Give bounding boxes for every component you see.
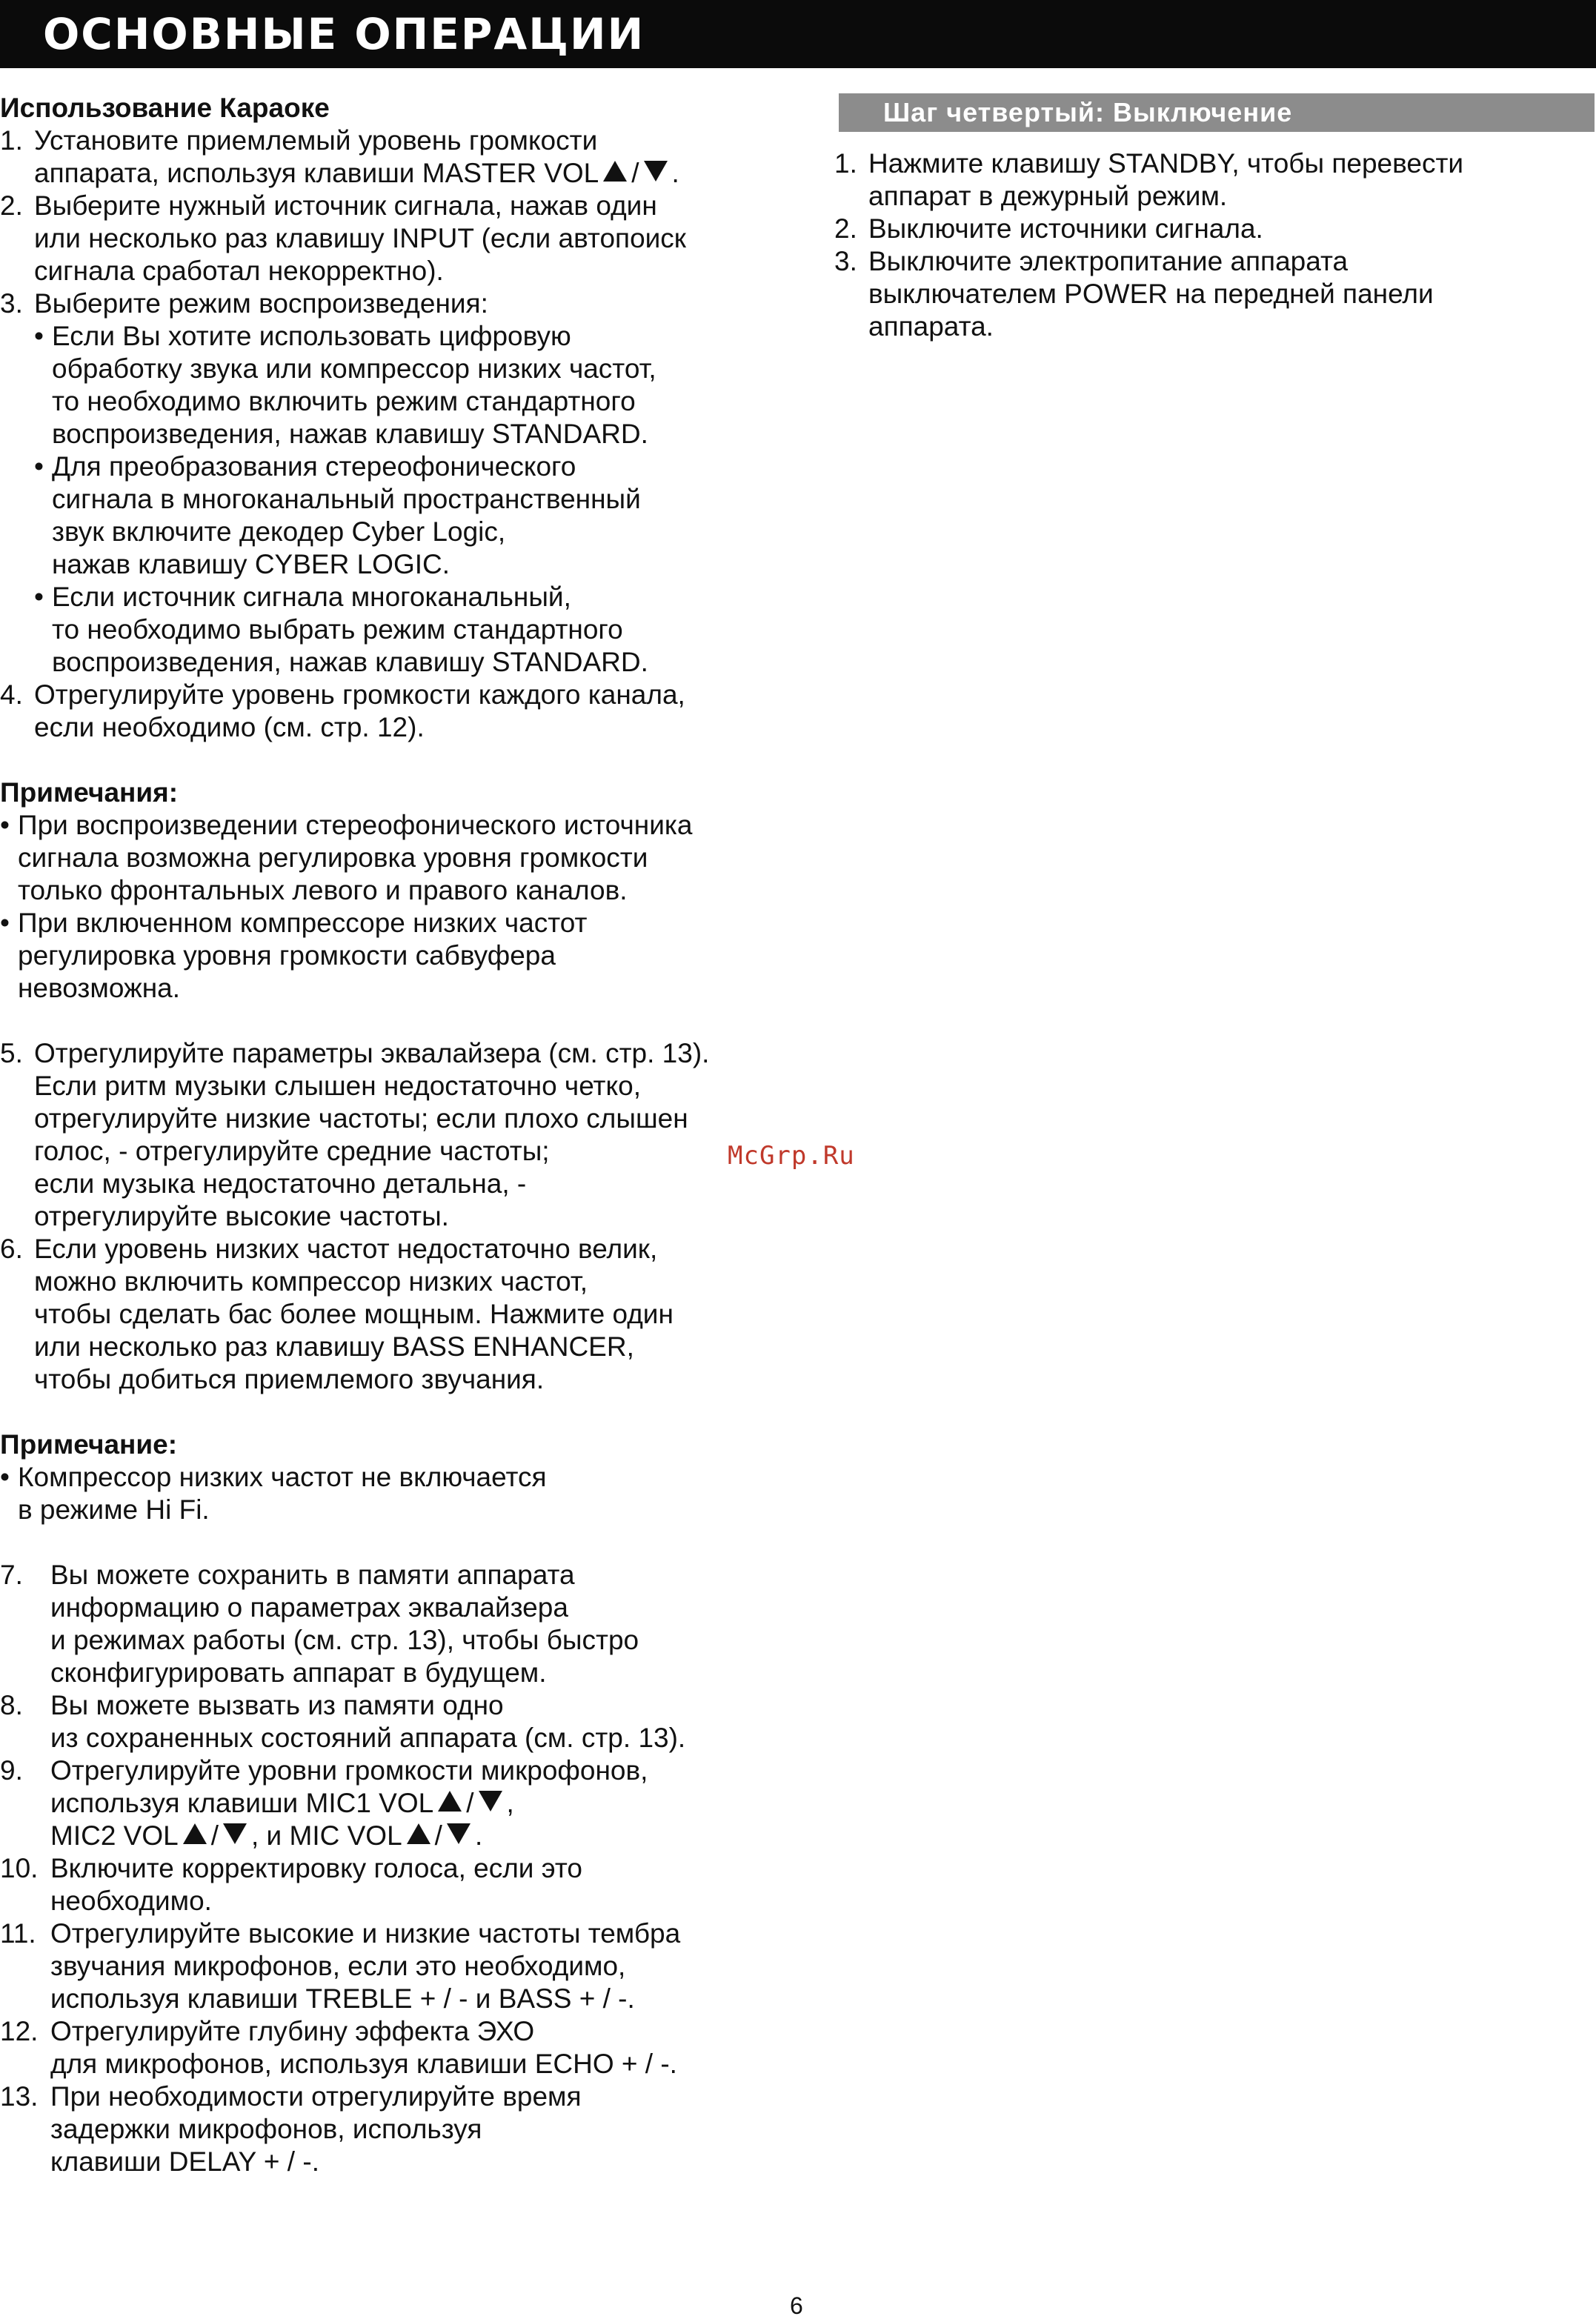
step-line: чтобы сделать бас более мощным. Нажмите один [34,1299,674,1329]
step-line: отрегулируйте высокие частоты. [34,1201,449,1231]
note-line: регулировка уровня громкости сабвуфера [18,940,556,971]
step-number: 9. [0,1755,23,1786]
triangle-down-icon [223,1823,247,1844]
step-number: 10. [0,1853,39,1883]
note-line: только фронтальных левого и правого каналов. [18,875,628,905]
step-12 [0,2015,815,2080]
step-text: . [474,1820,483,1851]
note-item [0,907,815,1005]
step-number: 2. [0,190,23,221]
bullet: • [0,908,10,938]
karaoke-step-3 [0,287,815,320]
step-number: 2. [834,213,857,244]
mode-line: воспроизведения, нажав клавишу STANDARD. [52,647,648,677]
triangle-up-icon [407,1823,430,1844]
step-text: , и MIC VOL [251,1820,402,1851]
step-line: и режимах работы (см. стр. 13), чтобы быстро [50,1625,639,1655]
bullet: • [34,582,44,612]
step-13 [0,2080,815,2178]
step-line: При необходимости отрегулируйте время [50,2081,582,2112]
page-number: 6 [790,2292,803,2319]
step-line: голос, - отрегулируйте средние частоты; [34,1136,550,1166]
step-number: 5. [0,1038,23,1068]
step-line: Выключите источники сигнала. [868,213,1263,244]
bullet: • [0,1462,10,1492]
shutdown-step-2 [834,213,1596,245]
step-line: или несколько раз клавишу BASS ENHANCER, [34,1331,634,1362]
step-line [50,1820,815,1852]
triangle-up-icon [603,161,627,182]
step-line: Выберите нужный источник сигнала, нажав один [34,190,657,221]
step-line: сигнала сработал некорректно). [34,256,444,286]
step-7 [0,1559,815,1689]
note-line: При включенном компрессоре низких частот [18,908,588,938]
notes-heading: Примечания: [0,777,179,808]
mode-line: нажав клавишу CYBER LOGIC. [52,549,450,579]
step-line: если необходимо (см. стр. 12). [34,712,425,742]
step-line: из сохраненных состояний аппарата (см. стр. 13). [50,1723,686,1753]
step-line [34,157,815,190]
step-line: информацию о параметрах эквалайзера [50,1592,568,1623]
triangle-down-icon [479,1791,502,1812]
mode-line: звук включите декодер Cyber Logic, [52,516,506,547]
separator: / [434,1820,442,1851]
step-line: Включите корректировку голоса, если это [50,1853,582,1883]
step-9 [0,1754,815,1852]
step-text: аппарата, используя клавиши MASTER VOL [34,158,599,188]
step-number: 3. [0,288,23,319]
step-number: 7. [0,1560,23,1590]
note-line: сигнала возможна регулировка уровня громкости [18,842,648,873]
step-line: необходимо. [50,1886,212,1916]
shutdown-step-1 [834,147,1596,213]
left-column [0,92,815,2178]
step-line: чтобы добиться приемлемого звучания. [34,1364,545,1394]
note-line: невозможна. [18,973,181,1003]
step-line: если музыка недостаточно детальна, - [34,1168,527,1199]
mode-line: Если Вы хотите использовать цифровую [52,321,571,351]
separator: / [631,158,639,188]
step-number: 6. [0,1234,23,1264]
note-heading: Примечание: [0,1429,178,1460]
triangle-down-icon [447,1823,471,1844]
step-line: можно включить компрессор низких частот, [34,1266,588,1297]
shutdown-step-3 [834,245,1596,343]
step-line [50,1787,815,1820]
mode-item [34,320,815,450]
step-line: сконфигурировать аппарат в будущем. [50,1657,547,1688]
karaoke-step-1 [0,124,815,190]
triangle-up-icon [438,1791,462,1812]
step-line: Если уровень низких частот недостаточно велик, [34,1234,658,1264]
step-line: Выключите электропитание аппарата [868,246,1349,276]
mode-line: то необходимо включить режим стандартного [52,386,636,416]
separator: / [210,1820,219,1851]
note-item [0,809,815,907]
step-text: используя клавиши MIC1 VOL [50,1788,434,1818]
mode-line: сигнала в многоканальный пространственный [52,484,641,514]
mode-item [34,581,815,679]
step-text: , [506,1788,514,1818]
step-line: для микрофонов, используя клавиши ECHO + / -. [50,2049,677,2079]
step-11 [0,1917,815,2015]
step-8 [0,1689,815,1754]
step-text: . [671,158,679,188]
step-line: или несколько раз клавишу INPUT (если автопоиск [34,223,686,253]
step-number: 8. [0,1690,23,1720]
step-four-title: Шаг четвертый: Выключение [883,97,1293,127]
step-number: 3. [834,246,857,276]
mode-line: воспроизведения, нажав клавишу STANDARD. [52,419,648,449]
step-6 [0,1233,815,1396]
step-line: аппарата. [868,311,994,342]
mode-item [34,450,815,581]
karaoke-step-4 [0,679,815,744]
separator: / [466,1788,474,1818]
step-line: Нажмите клавишу STANDBY, чтобы перевести [868,148,1464,179]
step-number: 12. [0,2016,39,2046]
step-10 [0,1852,815,1917]
triangle-down-icon [644,161,668,182]
step-line: выключателем POWER на передней панели [868,279,1434,309]
karaoke-heading: Использование Караоке [0,93,330,123]
step-text: MIC2 VOL [50,1820,179,1851]
mode-line: Если источник сигнала многоканальный, [52,582,571,612]
step-line: Отрегулируйте высокие и низкие частоты тембра [50,1918,681,1949]
step-line: Если ритм музыки слышен недостаточно четко, [34,1071,641,1101]
step-number: 1. [0,125,23,156]
step-number: 13. [0,2081,39,2112]
watermark: McGrp.Ru [728,1141,855,1171]
step-line: Отрегулируйте уровень громкости каждого канала, [34,679,685,710]
step-line: Отрегулируйте уровни громкости микрофонов, [50,1755,648,1786]
step-line: Выберите режим воспроизведения: [34,288,488,319]
step-number: 1. [834,148,857,179]
note-item [0,1461,815,1526]
bullet: • [0,810,10,840]
triangle-up-icon [183,1823,207,1844]
step-line: отрегулируйте низкие частоты; если плохо слышен [34,1103,688,1134]
mode-line: Для преобразования стереофонического [52,451,576,482]
step-four-bar [839,93,1595,132]
step-number: 4. [0,679,23,710]
step-line: используя клавиши TREBLE + / - и BASS + / -. [50,1983,635,2014]
page-header [0,0,1596,68]
karaoke-step-2 [0,190,815,287]
mode-line: то необходимо выбрать режим стандартного [52,614,623,645]
bullet: • [34,321,44,351]
bullet: • [34,451,44,482]
step-line: задержки микрофонов, используя [50,2114,482,2144]
note-line: Компрессор низких частот не включается [18,1462,547,1492]
step-5 [0,1037,815,1233]
step-line: Вы можете вызвать из памяти одно [50,1690,504,1720]
step-line: Установите приемлемый уровень громкости [34,125,598,156]
page-title: ОСНОВНЫЕ ОПЕРАЦИИ [43,9,645,59]
step-number: 11. [0,1918,36,1949]
step-line: аппарат в дежурный режим. [868,181,1228,211]
step-line: Отрегулируйте глубину эффекта ЭХО [50,2016,535,2046]
mode-line: обработку звука или компрессор низких частот, [52,353,656,384]
step-line: Отрегулируйте параметры эквалайзера (см. стр. 13). [34,1038,710,1068]
note-line: в режиме Hi Fi. [18,1494,210,1525]
step-line: звучания микрофонов, если это необходимо, [50,1951,626,1981]
right-column [834,147,1596,343]
note-line: При воспроизведении стереофонического источника [18,810,693,840]
step-line: клавиши DELAY + / -. [50,2146,319,2177]
step-line: Вы можете сохранить в памяти аппарата [50,1560,575,1590]
